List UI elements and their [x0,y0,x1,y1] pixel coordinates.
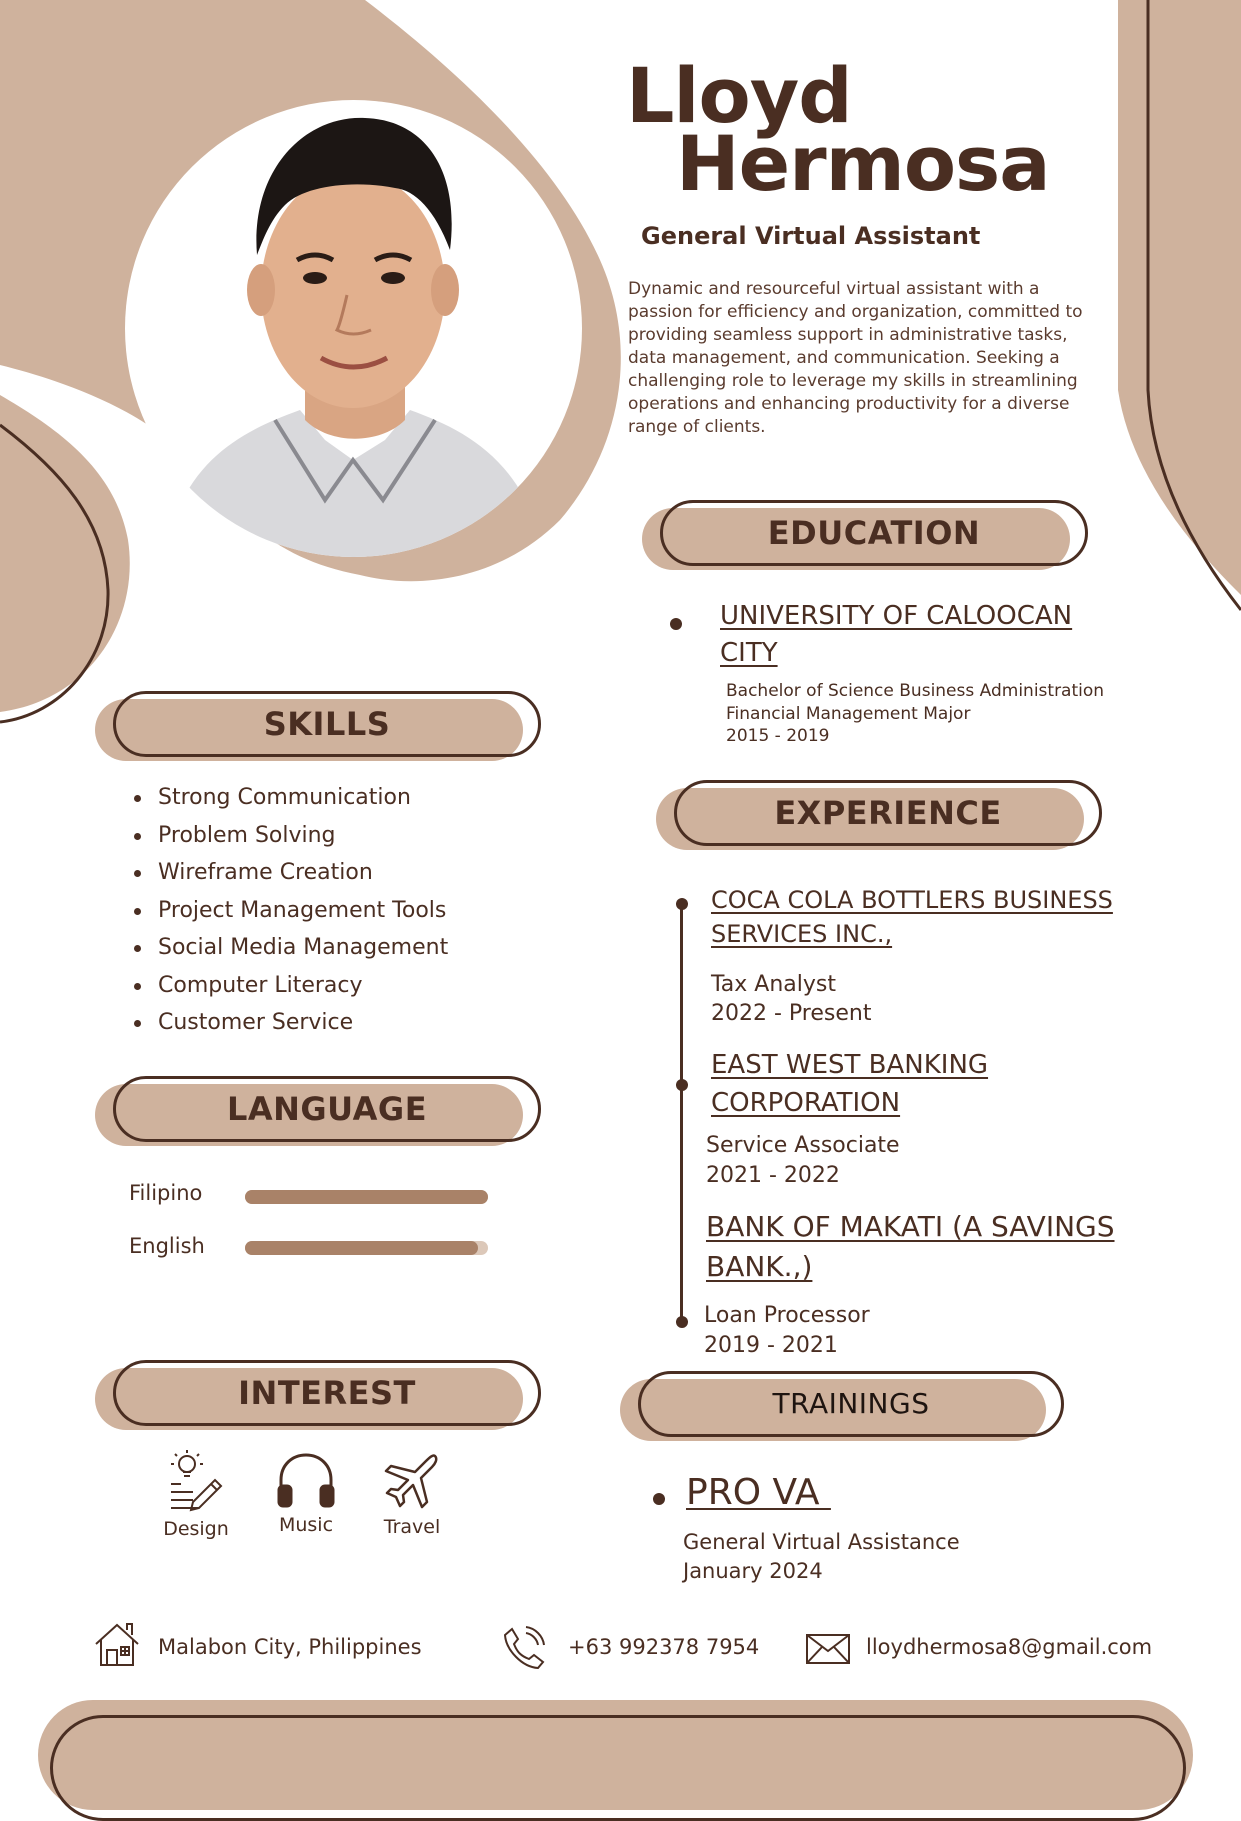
job-role: Tax Analyst [711,972,836,997]
first-name: Lloyd [626,51,852,140]
job-role: Service Associate [706,1133,900,1158]
training-date: January 2024 [683,1559,823,1583]
job-title: General Virtual Assistant [641,222,981,250]
interest-item [141,1450,251,1540]
email-text: lloydhermosa8@gmail.com [866,1635,1153,1659]
language-name: English [129,1234,205,1258]
skill-item: Wireframe Creation [130,854,448,892]
summary-text: Dynamic and resourceful virtual assistant with a passion for efficiency and organization, committed to providing seamless support in administrative tasks, data management, and communication. Seeking a challenging role to leverage my skills in streamlining operations and enhancing productivity for a diverse range of clients. [628,279,1083,437]
job-years: 2019 - 2021 [704,1333,838,1358]
timeline-dot [676,898,688,910]
address-text: Malabon City, Philippines [158,1635,422,1659]
company-name-line1: BANK OF MAKATI (A SAVINGS [706,1210,1115,1243]
training-course: General Virtual Assistance [683,1530,960,1554]
skill-item: Problem Solving [130,817,448,855]
skills-list [130,779,448,1042]
last-name: Hermosa [676,119,1050,208]
company-name-line2: SERVICES INC., [711,920,893,948]
profile-photo [125,100,582,557]
interest-item [251,1452,361,1536]
education-bullet [670,618,682,630]
company-name-line1: COCA COLA BOTTLERS BUSINESS [711,886,1113,914]
skills-header [95,691,541,753]
phone-text: +63 992378 7954 [568,1635,760,1659]
language-level-bar [245,1190,488,1204]
skill-item: Social Media Management [130,929,448,967]
education-title: EDUCATION [767,514,981,552]
right-blob [1118,0,1241,595]
education-years: 2015 - 2019 [726,726,830,746]
interest-item [357,1452,467,1538]
timeline-dot [676,1079,688,1091]
house-icon [93,1620,141,1668]
experience-timeline [680,903,683,1323]
interest-header [95,1360,541,1422]
language-level-fill [245,1241,478,1255]
timeline-dot [676,1316,688,1328]
skill-item: Customer Service [130,1004,448,1042]
company-name-line2: BANK.,) [706,1250,813,1283]
design-icon [163,1450,229,1512]
training-name: PRO VA [686,1472,831,1513]
experience-title: EXPERIENCE [774,794,1002,832]
company-name-line2: CORPORATION [711,1088,901,1118]
degree-text: Bachelor of Science Business Administration [726,681,1105,701]
job-role: Loan Processor [704,1303,870,1328]
school-name-line2: CITY [720,638,778,668]
job-years: 2022 - Present [711,1001,872,1026]
company-name-line1: EAST WEST BANKING [711,1050,989,1080]
education-header [642,500,1088,562]
skill-item: Project Management Tools [130,892,448,930]
interest-label: Design [163,1518,229,1540]
trainings-header [620,1371,1064,1433]
skill-item: Computer Literacy [130,967,448,1005]
language-title: LANGUAGE [226,1090,428,1128]
training-bullet [653,1493,665,1505]
airplane-icon [383,1452,441,1510]
job-years: 2021 - 2022 [706,1163,840,1188]
phone-icon [502,1625,546,1671]
left-blob [0,395,130,712]
trainings-title: TRAININGS [772,1387,930,1420]
language-level-bar [245,1241,488,1255]
footer-outline [50,1715,1186,1821]
school-name-line1: UNIVERSITY OF CALOOCAN [720,601,1073,631]
interest-label: Travel [383,1516,441,1538]
experience-header [656,780,1102,842]
skill-item: Strong Communication [130,779,448,817]
major-text: Financial Management Major [726,704,971,724]
envelope-icon [805,1633,851,1665]
skills-title: SKILLS [263,705,391,743]
language-header [95,1076,541,1138]
interest-title: INTEREST [238,1374,416,1412]
language-level-fill [245,1190,488,1204]
language-name: Filipino [129,1181,203,1205]
interest-label: Music [278,1514,334,1536]
headphones-icon [275,1452,337,1508]
